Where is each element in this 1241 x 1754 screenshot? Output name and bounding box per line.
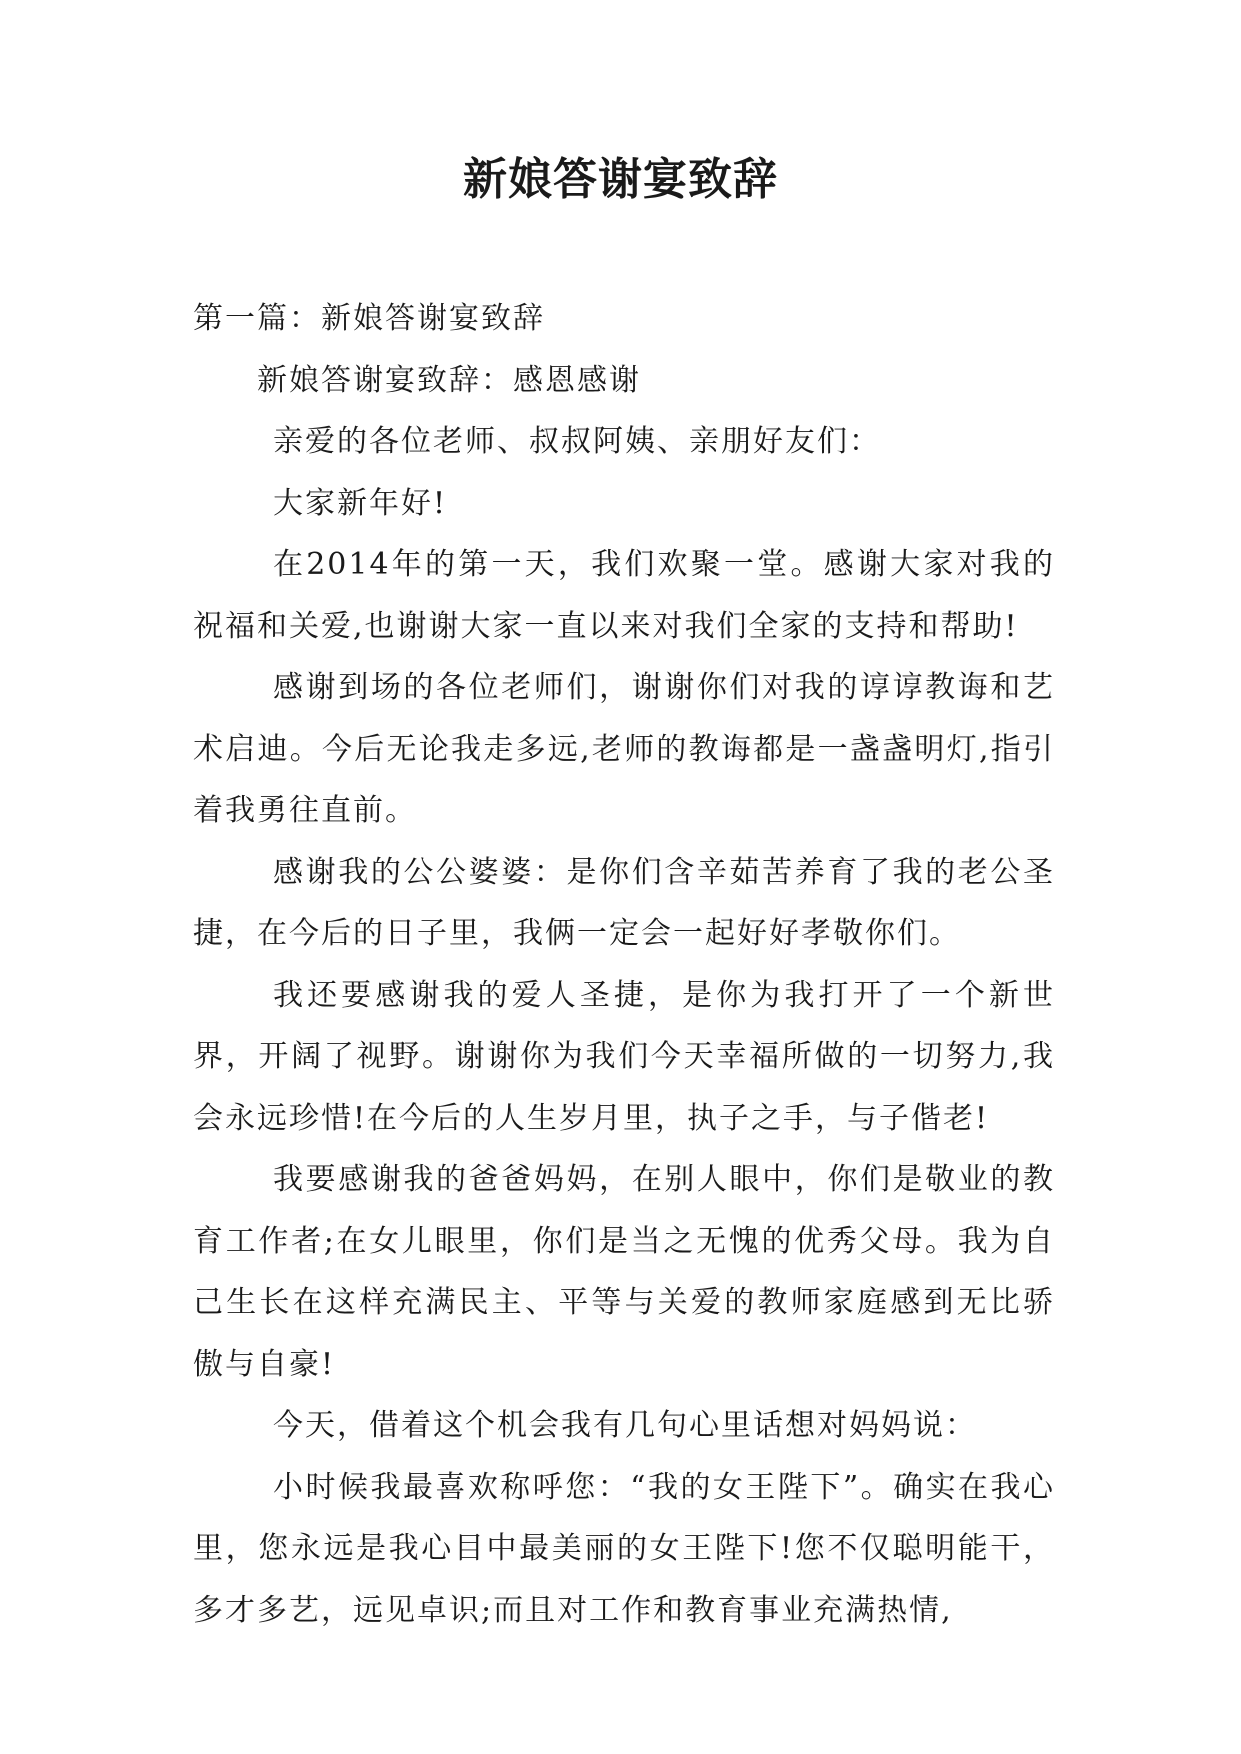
paragraph-thanks-all: 在2014年的第一天，我们欢聚一堂。感谢大家对我的祝福和关爱,也谢谢大家一直以来对我们全家的支持和帮助! <box>193 547 1055 644</box>
document-title: 新娘答谢宴致辞 <box>463 154 778 205</box>
paragraph-thanks-teachers: 感谢到场的各位老师们，谢谢你们对我的谆谆教诲和艺术启迪。今后无论我走多远,老师的教诲都是一盏盏明灯,指引着我勇往直前。 <box>193 670 1055 828</box>
section-heading: 第一篇：新娘答谢宴致辞 <box>193 301 545 336</box>
paragraph-thanks-parents: 我要感谢我的爸爸妈妈，在别人眼中，你们是敬业的教育工作者;在女儿眼里，你们是当之无愧的优秀父母。我为自己生长在这样充满民主、平等与关爱的教师家庭感到无比骄傲与自豪! <box>193 1162 1055 1382</box>
paragraph-new-year: 大家新年好! <box>273 485 448 521</box>
document-body <box>193 288 1055 1641</box>
paragraph-to-mother: 小时候我最喜欢称呼您：“我的女王陛下”。确实在我心里，您永远是我心目中最美丽的女王陛下!您不仅聪明能干，多才多艺，远见卓识;而且对工作和教育事业充满热情, <box>193 1469 1055 1628</box>
paragraph-greeting: 亲爱的各位老师、叔叔阿姨、亲朋好友们： <box>273 424 881 459</box>
paragraph-thanks-husband: 我还要感谢我的爱人圣捷，是你为我打开了一个新世界，开阔了视野。谢谢你为我们今天幸福所做的一切努力,我会永远珍惜!在今后的人生岁月里，执子之手，与子偕老! <box>193 977 1055 1136</box>
paragraph-thanks-in-laws: 感谢我的公公婆婆：是你们含辛茹苦养育了我的老公圣捷，在今后的日子里，我俩一定会一起好好孝敬你们。 <box>193 854 1055 951</box>
paragraph-to-mother-intro: 今天，借着这个机会我有几句心里话想对妈妈说： <box>273 1408 977 1443</box>
subheading: 新娘答谢宴致辞：感恩感谢 <box>257 362 641 398</box>
